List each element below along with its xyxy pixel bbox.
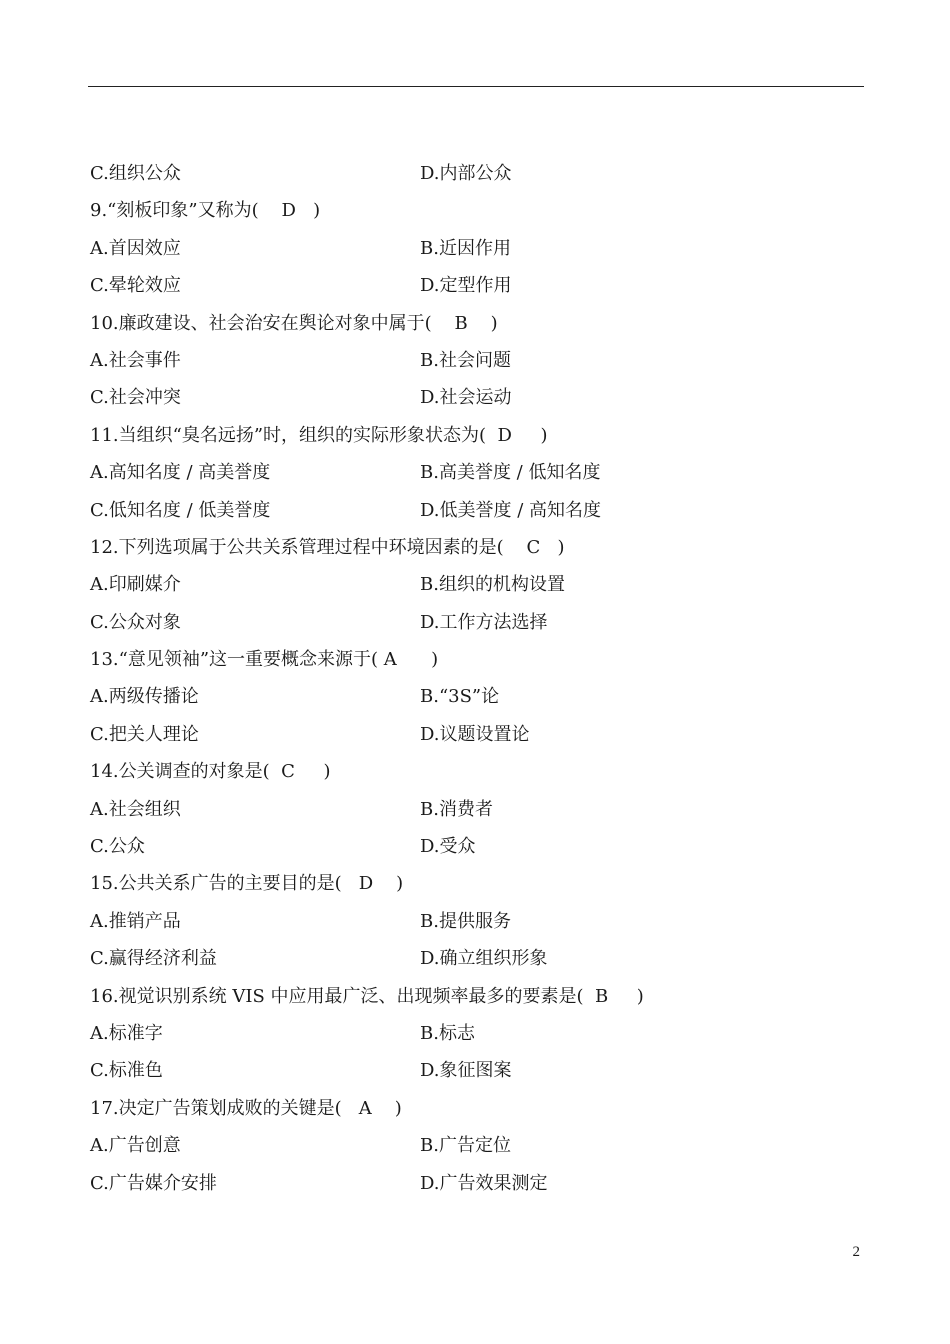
question-stem: 11.当组织“臭名远扬”时，组织的实际形象状态为( D ) [90, 424, 548, 446]
option-left: A.社会组织 [90, 798, 181, 820]
option-right: D.议题设置论 [420, 723, 530, 745]
option-right: D.广告效果测定 [420, 1172, 548, 1194]
option-row [90, 828, 870, 865]
option-left: C.公众 [90, 836, 145, 858]
option-right: D.象征图案 [420, 1060, 512, 1082]
option-row [90, 1165, 870, 1202]
option-row [90, 604, 870, 641]
option-row [90, 940, 870, 977]
option-row [90, 379, 870, 416]
option-right: B.广告定位 [420, 1135, 511, 1157]
question-stem: 9.“刻板印象”又称为( D ) [90, 200, 321, 222]
option-row [90, 155, 870, 192]
option-right: B.“3S”论 [420, 686, 500, 708]
option-left: A.首因效应 [90, 237, 181, 259]
option-left: A.高知名度 / 高美誉度 [90, 462, 271, 484]
option-right: B.近因作用 [420, 237, 511, 259]
option-right: B.社会问题 [420, 349, 511, 371]
option-row [90, 1127, 870, 1164]
option-right: D.确立组织形象 [420, 948, 548, 970]
option-row [90, 566, 870, 603]
option-left: A.印刷媒介 [90, 574, 181, 596]
option-right: D.社会运动 [420, 387, 512, 409]
option-left: A.推销产品 [90, 910, 181, 932]
option-left: A.社会事件 [90, 349, 181, 371]
option-left: C.标准色 [90, 1060, 163, 1082]
question-stem: 13.“意见领袖”这一重要概念来源于( A ) [90, 649, 439, 671]
option-row [90, 267, 870, 304]
question-stem: 15.公共关系广告的主要目的是( D ) [90, 873, 404, 895]
option-left: A.广告创意 [90, 1135, 181, 1157]
option-row [90, 230, 870, 267]
option-row [90, 1015, 870, 1052]
option-row [90, 492, 870, 529]
option-right: D.定型作用 [420, 275, 512, 297]
option-row [90, 342, 870, 379]
option-right: D.工作方法选择 [420, 611, 548, 633]
option-row [90, 454, 870, 491]
option-right: B.提供服务 [420, 910, 511, 932]
option-left: C.把关人理论 [90, 723, 199, 745]
option-left: C.组织公众 [90, 163, 181, 184]
option-row [90, 791, 870, 828]
option-left: C.广告媒介安排 [90, 1172, 217, 1194]
question-stem: 17.决定广告策划成败的关键是( A ) [90, 1097, 402, 1119]
option-row [90, 1052, 870, 1089]
option-row [90, 678, 870, 715]
option-left: A.两级传播论 [90, 686, 199, 708]
question-stem: 12.下列选项属于公共关系管理过程中环境因素的是( C ) [90, 536, 565, 558]
option-left: A.标准字 [90, 1022, 163, 1044]
header-rule [88, 86, 864, 87]
question-stem: 10.廉政建设、社会治安在舆论对象中属于( B ) [90, 312, 498, 334]
question-stem: 16.视觉识别系统 VIS 中应用最广泛、出现频率最多的要素是( B ) [90, 985, 644, 1007]
option-right: D.内部公众 [420, 163, 512, 184]
option-right: B.消费者 [420, 798, 493, 820]
option-right: B.高美誉度 / 低知名度 [420, 462, 601, 484]
option-left: C.公众对象 [90, 611, 181, 633]
option-left: C.低知名度 / 低美誉度 [90, 499, 271, 521]
question-stem: 14.公关调查的对象是( C ) [90, 761, 331, 783]
option-right: D.低美誉度 / 高知名度 [420, 499, 602, 521]
question-list [90, 155, 870, 1202]
page-number: 2 [852, 1244, 860, 1260]
option-left: C.赢得经济利益 [90, 948, 217, 970]
option-right: D.受众 [420, 836, 476, 858]
option-row [90, 716, 870, 753]
option-left: C.晕轮效应 [90, 275, 181, 297]
option-right: B.组织的机构设置 [420, 574, 565, 596]
option-right: B.标志 [420, 1022, 475, 1044]
option-row [90, 903, 870, 940]
option-left: C.社会冲突 [90, 387, 181, 409]
